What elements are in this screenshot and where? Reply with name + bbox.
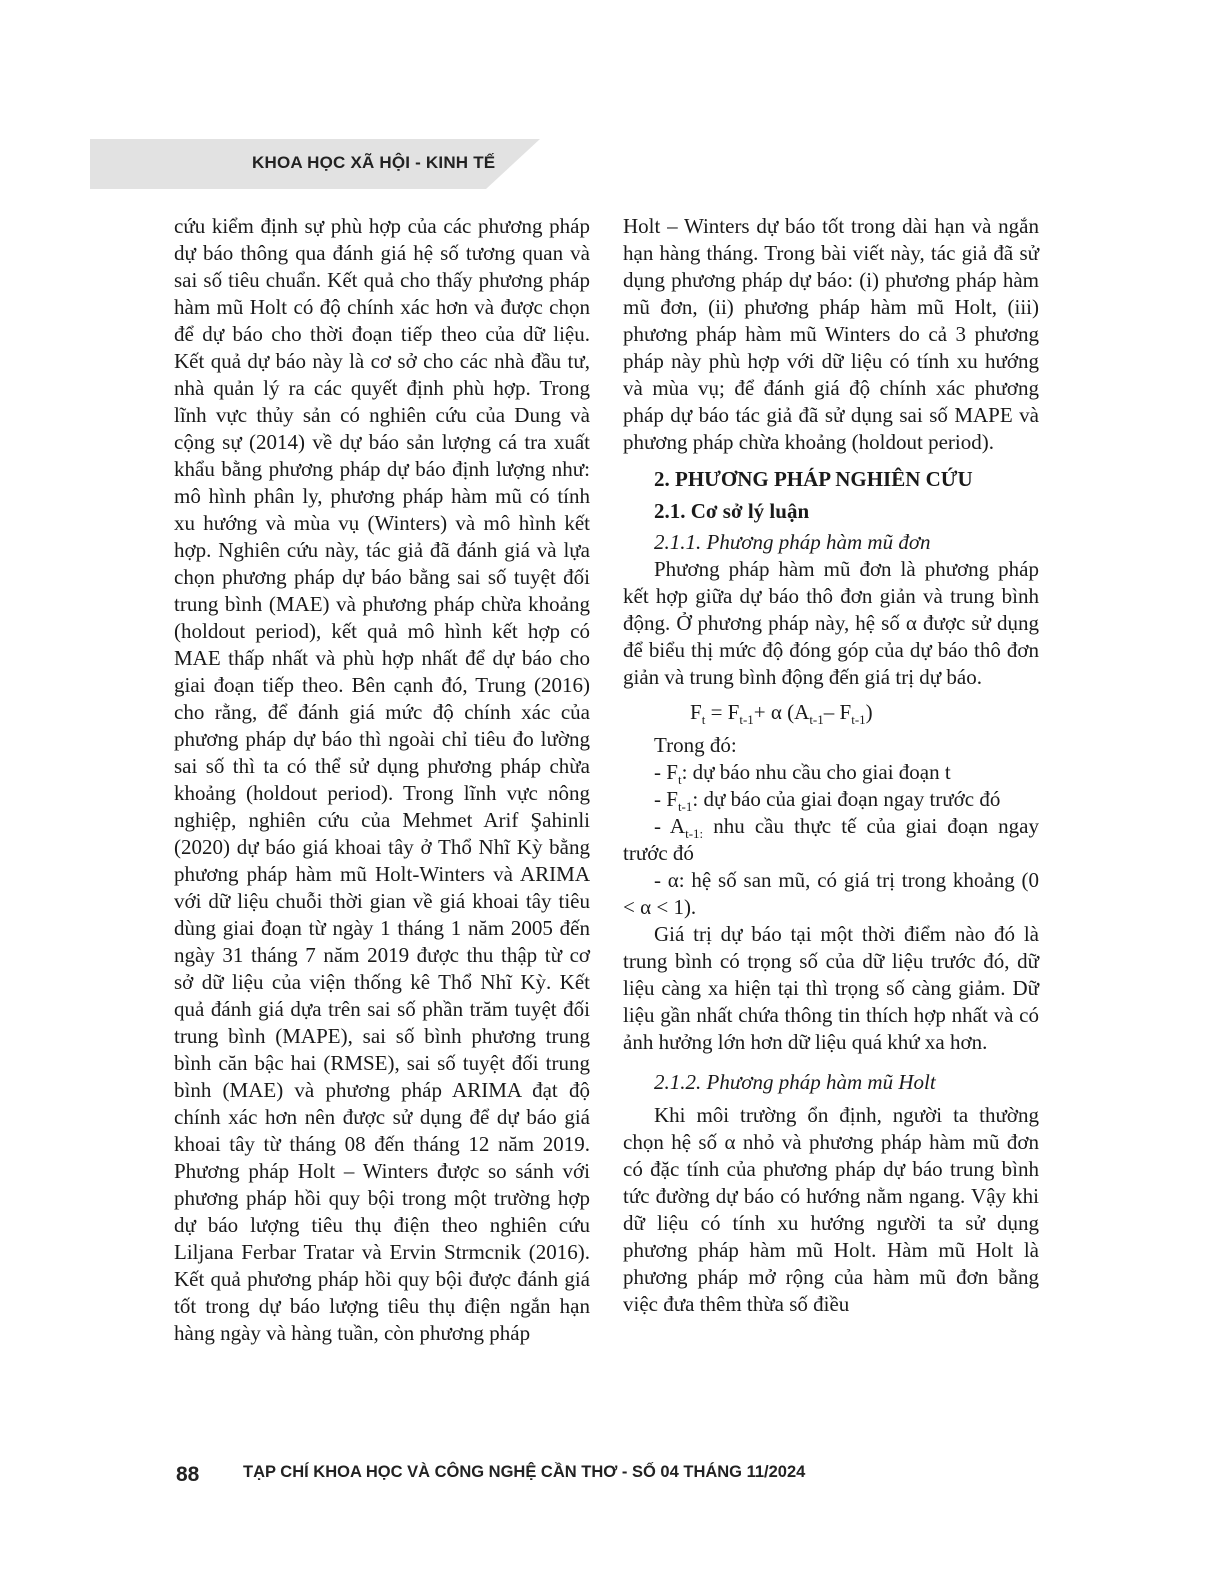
- section-title: KHOA HỌC XÃ HỘI - KINH TẾ: [252, 153, 496, 172]
- single-exponential-paragraph: Phương pháp hàm mũ đơn là phương pháp kết hợp giữa dự báo thô đơn giản và trung bình động. Ở phương pháp này, hệ số α được sử dụng để biểu thị mức độ đóng góp của dự báo thô đơn giản và trung bình động đến giá trị dự báo.: [623, 557, 1039, 689]
- definition-ft: - $F_t$: dự báo nhu cầu cho giai đoạn t: [654, 760, 951, 788]
- definition-alpha: - α: hệ số san mũ, có giá trị trong khoảng (0 < α < 1).: [623, 868, 1039, 919]
- subsubsection-heading-holt: 2.1.2. Phương pháp hàm mũ Holt: [654, 1070, 936, 1094]
- left-column: [174, 213, 590, 1347]
- body-paragraph: cứu kiểm định sự phù hợp của các phương pháp dự báo thông qua đánh giá hệ số tương quan và sai số tiêu chuẩn. Kết quả cho thấy phương pháp hàm mũ Holt có độ chính xác hơn và được chọn để dự báo cho thời đoạn tiếp theo của dữ liệu. Kết quả dự báo này là cơ sở cho các nhà đầu tư, nhà quản lý ra các quyết định phù hợp. Trong lĩnh vực thủy sản có nghiên cứu của Dung và cộng sự (2014) về dự báo sản lượng cá tra xuất khẩu bằng phương pháp dự báo định lượng như: mô hình phân ly, phương pháp hàm mũ có tính xu hướng và mùa vụ (Winters) và mô hình kết hợp. Nghiên cứu này, tác giả đã đánh giá và lựa chọn phương pháp dự báo bằng sai số tuyệt đối trung bình (MAE) và phương pháp chừa khoảng (holdout period), kết quả mô hình kết hợp có MAE thấp nhất và phù hợp nhất để dự báo cho giai đoạn tiếp theo. Bên cạnh đó, Trung (2016) cho rằng, để đánh giá mức độ chính xác của phương pháp dự báo thì ngoài chỉ tiêu đo lường sai số thì ta có thể sử dụng phương pháp chừa khoảng (holdout period). Trong lĩnh vực nông nghiệp, nghiên cứu của Mehmet Arif Şahinli (2020) dự báo giá khoai tây ở Thổ Nhĩ Kỳ bằng phương pháp hàm mũ Holt-Winters và ARIMA với dữ liệu chuỗi thời gian về giá khoai tây tiêu dùng giai đoạn từ ngày 1 tháng 1 năm 2005 đến ngày 31 tháng 7 năm 2019 được thu thập từ cơ sở dữ liệu của viện thống kê Thổ Nhĩ Kỳ. Kết quả đánh giá dựa trên sai số phần trăm tuyệt đối trung bình (MAPE), sai số bình phương trung bình căn bậc hai (RMSE), sai số tuyệt đối trung bình (MAE) và phương pháp ARIMA đạt độ chính xác hơn nên được sử dụng để dự báo giá khoai tây từ tháng 08 đến tháng 12 năm 2019. Phương pháp Holt – Winters được so sánh với phương pháp hồi quy bội trong một trường hợp dự báo lượng tiêu thụ điện theo nghiên cứu Liljana Ferbar Tratar và Ervin Strmcnik (2016). Kết quả phương pháp hồi quy bội được đánh giá tốt trong dự báo lượng tiêu thụ điện ngắn hạn hàng ngày và hàng tuần, còn phương pháp: [174, 214, 590, 1345]
- page-number: 88: [176, 1463, 200, 1486]
- right-column: [623, 213, 1039, 1318]
- subsubsection-heading-single: 2.1.1. Phương pháp hàm mũ đơn: [654, 530, 931, 554]
- subsection-heading: 2.1. Cơ sở lý luận: [654, 499, 810, 523]
- where-label: Trong đó:: [654, 733, 737, 757]
- definition-ft1: - $F_{t-1}$: dự báo của giai đoạn ngay trước đó: [654, 787, 1001, 815]
- weighted-average-paragraph: Giá trị dự báo tại một thời điểm nào đó là trung bình có trọng số của dữ liệu trước đó, dữ liệu càng xa hiện tại thì trọng số càng giảm. Dữ liệu gần nhất chứa thông tin thích hợp nhất và có ảnh hưởng lớn hơn dữ liệu quá khứ xa hơn.: [623, 922, 1039, 1054]
- intro-paragraph: Holt – Winters dự báo tốt trong dài hạn và ngắn hạn hàng tháng. Trong bài viết này, tác giả đã sử dụng phương pháp dự báo: (i) phương pháp hàm mũ đơn, (ii) phương pháp hàm mũ Holt, (iii) phương pháp hàm mũ Winters do cả 3 phương pháp này phù hợp với dữ liệu có tính xu hướng và mùa vụ; để đánh giá độ chính xác phương pháp dự báo tác giả đã sử dụng sai số MAPE và phương pháp chừa khoảng (holdout period).: [623, 214, 1039, 454]
- definition-at1: - $A_{t-1:}$ nhu cầu thực tế của giai đoạn ngay trước đó: [623, 814, 1039, 865]
- holt-paragraph: Khi môi trường ổn định, người ta thường chọn hệ số α nhỏ và phương pháp hàm mũ đơn có đặc tính của phương pháp dự báo trung bình tức đường dự báo có hướng nằm ngang. Vậy khi dữ liệu có tính xu hướng người ta sử dụng phương pháp hàm mũ Holt. Hàm mũ Holt là phương pháp mở rộng của hàm mũ đơn bằng việc đưa thêm thừa số điều: [623, 1103, 1039, 1316]
- section-heading: 2. PHƯƠNG PHÁP NGHIÊN CỨU: [654, 467, 973, 491]
- forecast-formula: $F_t = F_{t-1}+ \alpha$ ($A_{t-1}-$ $F_{t-1}$): [690, 700, 873, 728]
- journal-footer: TẠP CHÍ KHOA HỌC VÀ CÔNG NGHỆ CẦN THƠ - SỐ 04 THÁNG 11/2024: [243, 1463, 806, 1481]
